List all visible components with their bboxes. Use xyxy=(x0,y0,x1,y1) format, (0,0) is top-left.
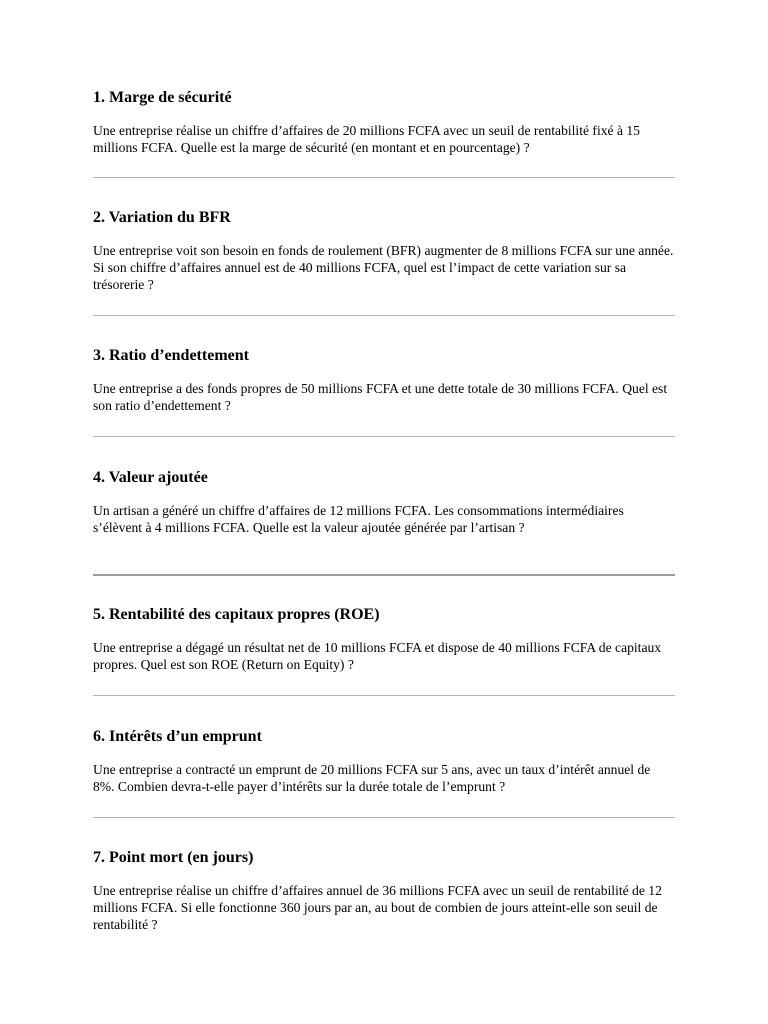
section-heading: 6. Intérêts d’un emprunt xyxy=(93,728,262,745)
section-heading: 1. Marge de sécurité xyxy=(93,89,232,106)
section-rentabilite-capitaux xyxy=(93,605,675,673)
section-marge-securite xyxy=(93,88,675,156)
section-variation-bfr xyxy=(93,208,675,293)
section-divider xyxy=(93,695,675,696)
section-text: Une entreprise a des fonds propres de 50 millions FCFA et une dette totale de 30 millions FCFA. Quel est son ratio d’endettement ? xyxy=(93,381,668,413)
section-divider xyxy=(93,574,675,576)
section-text: Une entreprise réalise un chiffre d’affaires de 20 millions FCFA avec un seuil de rentabilité fixé à 15 millions FCFA. Quelle est la marge de sécurité (en montant et en pourcentage) ? xyxy=(93,123,640,155)
section-heading: 7. Point mort (en jours) xyxy=(93,849,254,866)
section-heading: 4. Valeur ajoutée xyxy=(93,469,208,486)
section-heading: 2. Variation du BFR xyxy=(93,209,231,226)
section-point-mort xyxy=(93,848,675,933)
section-text: Une entreprise a contracté un emprunt de 20 millions FCFA sur 5 ans, avec un taux d’intérêt annuel de 8%. Combien devra-t-elle payer d’intérêts sur la durée totale de l’emprunt ? xyxy=(93,762,651,794)
section-heading: 5. Rentabilité des capitaux propres (ROE) xyxy=(93,606,380,623)
section-divider xyxy=(93,817,675,818)
section-text: Un artisan a généré un chiffre d’affaires de 12 millions FCFA. Les consommations intermédiaires s’élèvent à 4 millions FCFA. Quelle est la valeur ajoutée générée par l’artisan ? xyxy=(93,503,624,535)
section-divider xyxy=(93,177,675,178)
section-heading: 3. Ratio d’endettement xyxy=(93,347,249,364)
section-text: Une entreprise a dégagé un résultat net de 10 millions FCFA et dispose de 40 millions FCFA de capitaux propres. Quel est son ROE (Return on Equity) ? xyxy=(93,640,662,672)
section-ratio-endettement xyxy=(93,346,675,414)
section-divider xyxy=(93,436,675,437)
section-text: Une entreprise voit son besoin en fonds de roulement (BFR) augmenter de 8 millions FCFA sur une année. Si son chiffre d’affaires annuel est de 40 millions FCFA, quel est l’impact de cette variation sur sa trésorerie ? xyxy=(93,243,674,292)
section-divider xyxy=(93,315,675,316)
section-valeur-ajoutee xyxy=(93,468,675,536)
section-interets-emprunt xyxy=(93,727,675,795)
section-text: Une entreprise réalise un chiffre d’affaires annuel de 36 millions FCFA avec un seuil de rentabilité de 12 millions FCFA. Si elle fonctionne 360 jours par an, au bout de combien de jours atteint-elle son seuil de rentabilité ? xyxy=(93,883,662,932)
